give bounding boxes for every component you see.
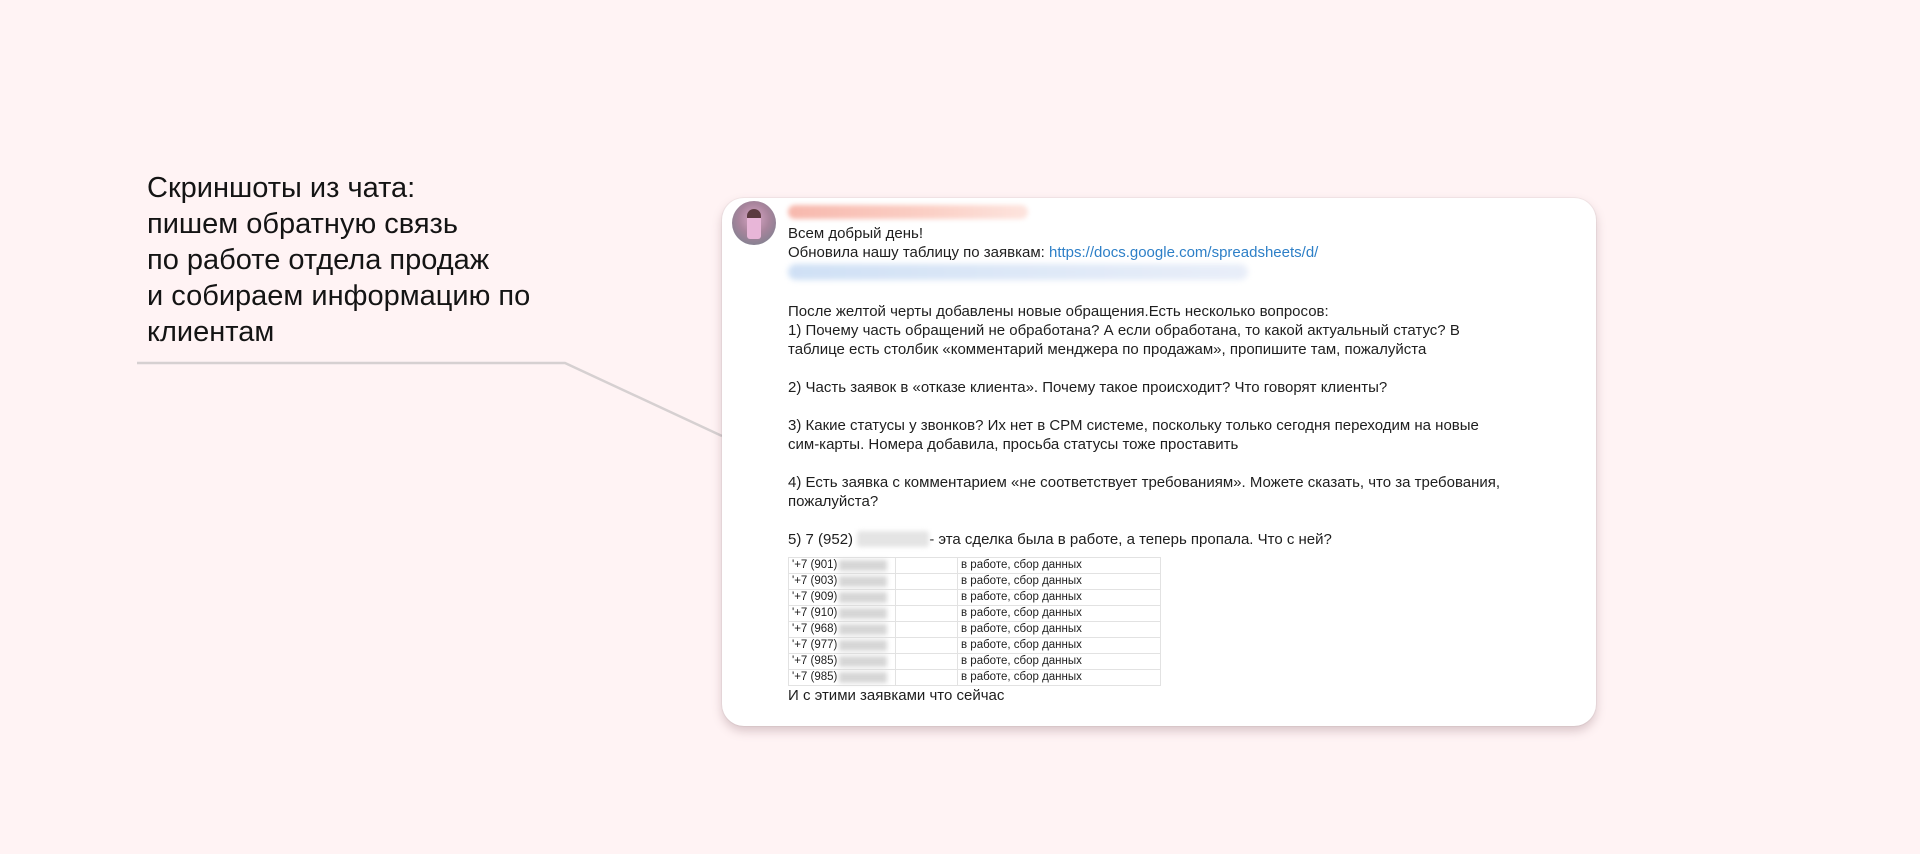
message-update-line [788,243,1578,262]
spreadsheet-screenshot [788,557,1161,686]
empty-cell [896,574,958,590]
status-cell: в работе, сбор данных [958,558,1161,574]
question-3-line-2: сим-карты. Номера добавила, просьба статусы тоже проставить [788,436,1239,453]
question-5-suffix: - эта сделка была в работе, а теперь пропала. Что с ней? [929,531,1332,548]
slide-caption [147,170,530,350]
phone-cell: '+7 (910) [789,606,896,622]
caption-line: по работе отдела продаж [147,244,490,276]
table-row [789,622,1161,638]
message-intro: После желтой черты добавлены новые обращения.Есть несколько вопросов: [788,303,1329,320]
empty-cell [896,622,958,638]
table-row [789,558,1161,574]
phone-cell: '+7 (909) [789,590,896,606]
empty-cell [896,606,958,622]
message-greeting: Всем добрый день! [788,225,924,242]
question-1-line-2: таблице есть столбик «комментарий менджера по продажам», пропишите там, пожалуйста [788,341,1427,358]
update-text: Обновила нашу таблицу по заявкам: [788,244,1049,261]
status-cell: в работе, сбор данных [958,590,1161,606]
caption-line: и собираем информацию по [147,280,531,312]
empty-cell [896,638,958,654]
status-cell: в работе, сбор данных [958,574,1161,590]
phone-cell: '+7 (977) [789,638,896,654]
caption-line: пишем обратную связь [147,208,458,240]
question-2: 2) Часть заявок в «отказе клиента». Почему такое происходит? Что говорят клиенты? [788,379,1388,396]
question-1-line-1: 1) Почему часть обращений не обработана? А если обработана, то какой актуальный статус? В [788,322,1460,339]
caption-line: клиентам [147,316,275,348]
chat-message-card [722,198,1596,726]
avatar[interactable] [732,201,776,245]
message-closing: И с этими заявками что сейчас [788,687,1005,704]
phone-cell: '+7 (985) [789,670,896,686]
avatar-photo [747,209,761,239]
table-row [789,574,1161,590]
question-5 [788,530,1578,549]
table-row [789,654,1161,670]
empty-cell [896,670,958,686]
phone-cell: '+7 (985) [789,654,896,670]
phone-cell: '+7 (903) [789,574,896,590]
empty-cell [896,590,958,606]
phone-cell: '+7 (901) [789,558,896,574]
phone-cell: '+7 (968) [789,622,896,638]
question-4-line-2: пожалуйста? [788,493,879,510]
status-cell: в работе, сбор данных [958,670,1161,686]
redacted-link-line [788,264,1248,280]
caption-line: Скриншоты из чата: [147,172,416,204]
status-cell: в работе, сбор данных [958,654,1161,670]
empty-cell [896,558,958,574]
question-3-line-1: 3) Какие статусы у звонков? Их нет в СРМ системе, поскольку только сегодня переходим на новые [788,417,1479,434]
table-row [789,606,1161,622]
empty-cell [896,654,958,670]
message-body [788,224,1578,705]
status-cell: в работе, сбор данных [958,606,1161,622]
question-4-line-1: 4) Есть заявка с комментарием «не соответствует требованиям». Можете сказать, что за требования, [788,474,1501,491]
sender-name-redacted [788,205,1028,219]
question-5-prefix: 5) 7 (952) [788,531,858,548]
table-row [789,670,1161,686]
table-row [789,590,1161,606]
table-row [789,638,1161,654]
status-cell: в работе, сбор данных [958,622,1161,638]
spreadsheet-link[interactable]: https://docs.google.com/spreadsheets/d/ [1049,244,1319,261]
redacted-phone [857,531,929,547]
status-cell: в работе, сбор данных [958,638,1161,654]
